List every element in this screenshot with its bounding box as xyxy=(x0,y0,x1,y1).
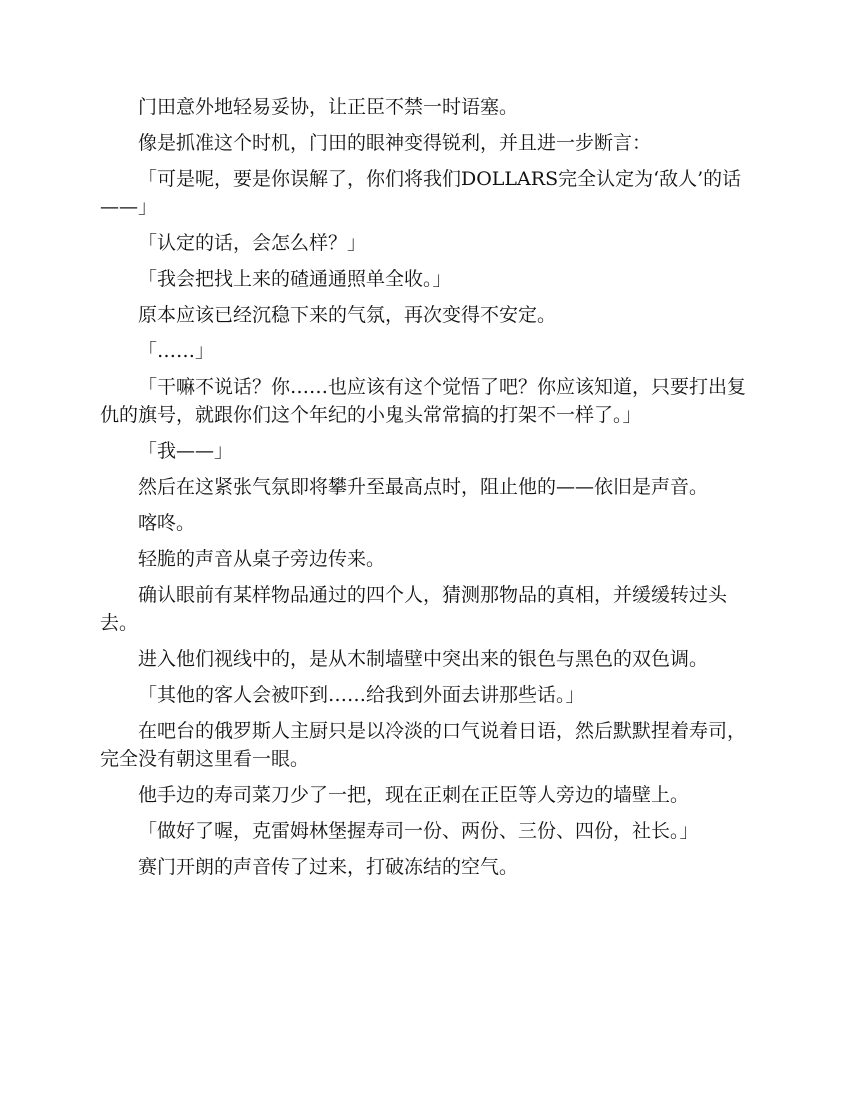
paragraph: 原本应该已经沉稳下来的气氛，再次变得不安定。 xyxy=(138,304,557,326)
paragraph: 进入他们视线中的，是从木制墙壁中突出来的银色与黑色的双色调。 xyxy=(138,648,709,670)
paragraph: 赛门开朗的声音传了过来，打破冻结的空气。 xyxy=(138,856,519,878)
paragraph: 然后在这紧张气氛即将攀升至最高点时，阻止他的——依旧是声音。 xyxy=(138,476,709,498)
paragraph: 「可是呢，要是你误解了，你们将我们DOLLARS完全认定为‘敌人’的话——」 xyxy=(100,168,742,218)
paragraph: 「认定的话，会怎么样？」 xyxy=(138,232,367,254)
paragraph: 像是抓准这个时机，门田的眼神变得锐利，并且进一步断言： xyxy=(138,132,652,154)
paragraph: 门田意外地轻易妥协，让正臣不禁一时语塞。 xyxy=(138,96,519,118)
paragraph: 他手边的寿司菜刀少了一把，现在正刺在正臣等人旁边的墙壁上。 xyxy=(138,784,690,806)
paragraph: 「我会把找上来的碴通通照单全收。」 xyxy=(138,268,452,290)
paragraph: 确认眼前有某样物品通过的四个人，猜测那物品的真相，并缓缓转过头去。 xyxy=(100,584,728,634)
paragraph: 「我——」 xyxy=(138,440,234,462)
paragraph: 「做好了喔，克雷姆林堡握寿司一份、两份、三份、四份，社长。」 xyxy=(138,820,699,842)
paragraph: 喀咚。 xyxy=(138,512,196,534)
paragraph: 在吧台的俄罗斯人主厨只是以冷淡的口气说着日语，然后默默捏着寿司，完全没有朝这里看一眼。 xyxy=(100,720,747,770)
paragraph: 「其他的客人会被吓到……给我到外面去讲那些话。」 xyxy=(138,684,585,706)
paragraph: 「干嘛不说话？你……也应该有这个觉悟了吧？你应该知道，只要打出复仇的旗号，就跟你们这个年纪的小鬼头常常搞的打架不一样了。」 xyxy=(100,376,747,426)
body-text xyxy=(100,93,750,889)
paragraph: 轻脆的声音从桌子旁边传来。 xyxy=(138,548,386,570)
paragraph: 「……」 xyxy=(138,340,215,362)
